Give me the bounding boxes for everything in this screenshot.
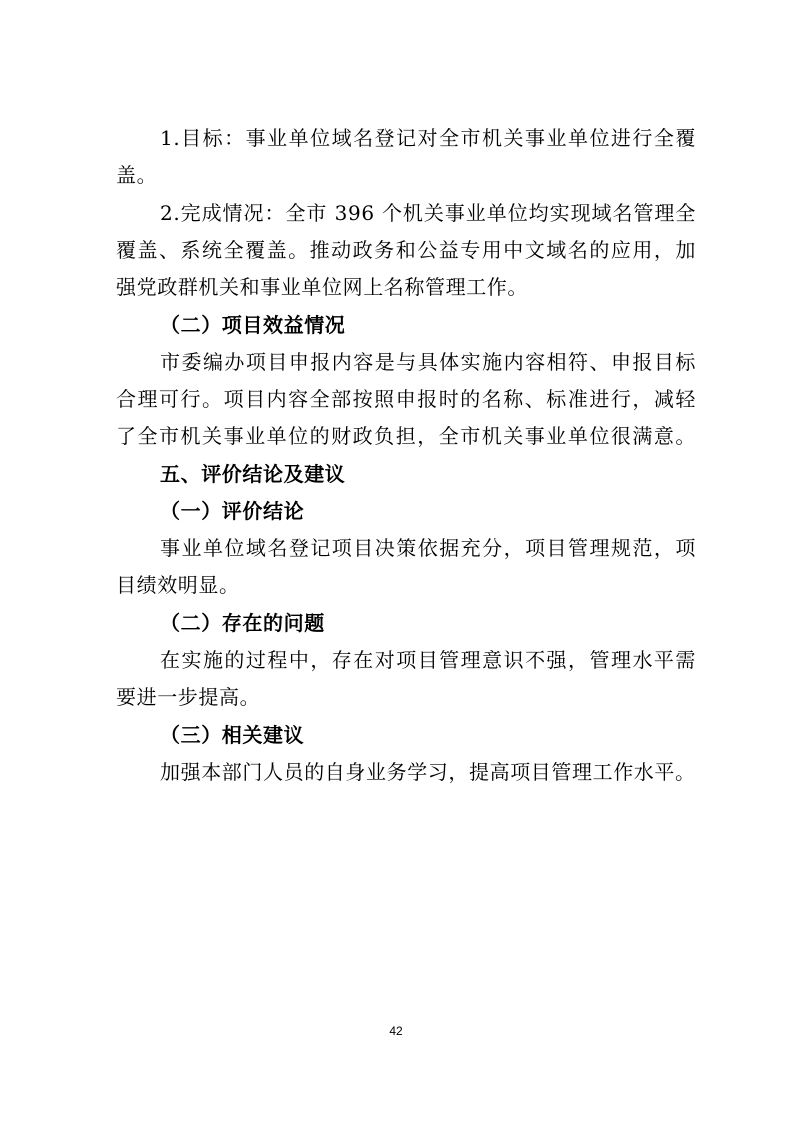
benefits-paragraph-line-3: 了全市机关事业单位的财政负担，全市机关事业单位很满意。 xyxy=(116,424,696,448)
section-heading-benefits: （二）项目效益情况 xyxy=(160,313,346,337)
goal-paragraph-line-1: 1.目标：事业单位域名登记对全市机关事业单位进行全覆 xyxy=(160,126,696,150)
conclusion-paragraph-line-1: 事业单位域名登记项目决策依据充分，项目管理规范，项 xyxy=(160,536,696,560)
completion-paragraph-line-1: 2.完成情况：全市 396 个机关事业单位均实现域名管理全 xyxy=(160,201,696,225)
chapter-heading-conclusion: 五、评价结论及建议 xyxy=(160,462,346,486)
section-heading-problems: （二）存在的问题 xyxy=(160,611,325,635)
section-heading-conclusion: （一）评价结论 xyxy=(160,499,305,523)
benefits-paragraph-line-1: 市委编办项目申报内容是与具体实施内容相符、申报目标 xyxy=(160,350,696,374)
problems-paragraph-line-1: 在实施的过程中，存在对项目管理意识不强，管理水平需 xyxy=(160,648,696,672)
problems-paragraph-line-2: 要进一步提高。 xyxy=(116,685,261,709)
completion-paragraph-line-2: 覆盖、系统全覆盖。推动政务和公益专用中文域名的应用，加 xyxy=(116,238,696,262)
page-number: 42 xyxy=(389,1024,403,1038)
conclusion-paragraph-line-2: 目绩效明显。 xyxy=(116,573,240,597)
completion-paragraph-line-3: 强党政群机关和事业单位网上名称管理工作。 xyxy=(116,275,528,299)
benefits-paragraph-line-2: 合理可行。项目内容全部按照申报时的名称、标准进行，减轻 xyxy=(116,387,696,411)
section-heading-suggestions: （三）相关建议 xyxy=(160,723,305,747)
suggestions-paragraph-line-1: 加强本部门人员的自身业务学习，提高项目管理工作水平。 xyxy=(160,760,696,784)
goal-paragraph-line-2: 盖。 xyxy=(116,163,158,187)
